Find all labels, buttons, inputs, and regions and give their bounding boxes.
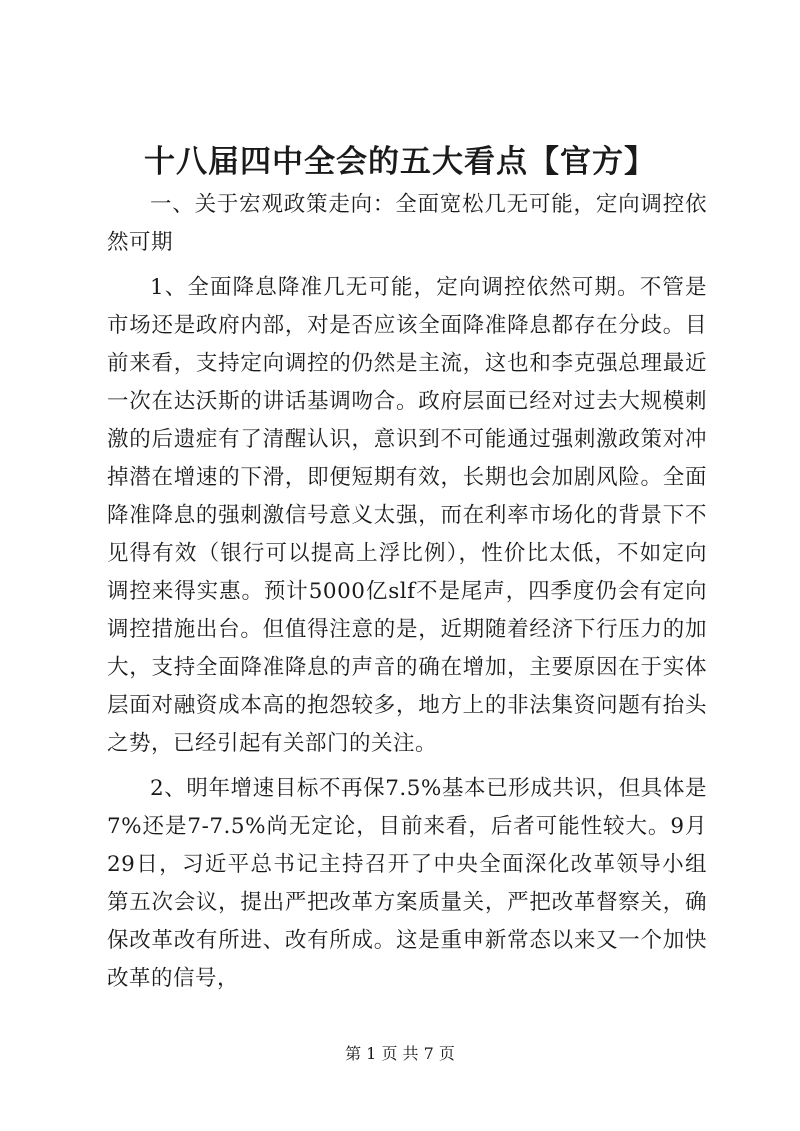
page-number-footer: 第 1 页 共 7 页 bbox=[345, 1044, 455, 1063]
paragraph-section-heading: 一、关于宏观政策走向：全面宽松几无可能，定向调控依然可期 bbox=[107, 192, 707, 255]
page-title: 十八届四中全会的五大看点【官方】 bbox=[144, 144, 656, 180]
paragraph-point-2: 2、明年增速目标不再保7.5%基本已形成共识，但具体是7%还是7-7.5%尚无定论，目前来看，后者可能性较大。9月29日，习近平总书记主持召开了中央全面深化改革领导小组第五次会议，提出严把改革方案质量关，严把改革督察关，确保改革改有所进、改有所成。这是重申新常态以来又一个加快改革的信号， bbox=[107, 776, 707, 991]
document-body bbox=[107, 186, 707, 998]
paragraph-point-1: 1、全面降息降准几无可能，定向调控依然可期。不管是市场还是政府内部，对是否应该全面降准降息都存在分歧。目前来看，支持定向调控的仍然是主流，这也和李克强总理最近一次在达沃斯的讲话基调吻合。政府层面已经对过去大规模刺激的后遗症有了清醒认识，意识到不可能通过强刺激政策对冲掉潜在增速的下滑，即便短期有效，长期也会加剧风险。全面降准降息的强刺激信号意义太强，而在利率市场化的背景下不见得有效（银行可以提高上浮比例），性价比太低，不如定向调控来得实惠。预计5000亿slf不是尾声，四季度仍会有定向调控措施出台。但值得注意的是，近期随着经济下行压力的加大，支持全面降准降息的声音的确在增加，主要原因在于实体层面对融资成本高的抱怨较多，地方上的非法集资问题有抬头之势，已经引起有关部门的关注。 bbox=[107, 275, 707, 756]
